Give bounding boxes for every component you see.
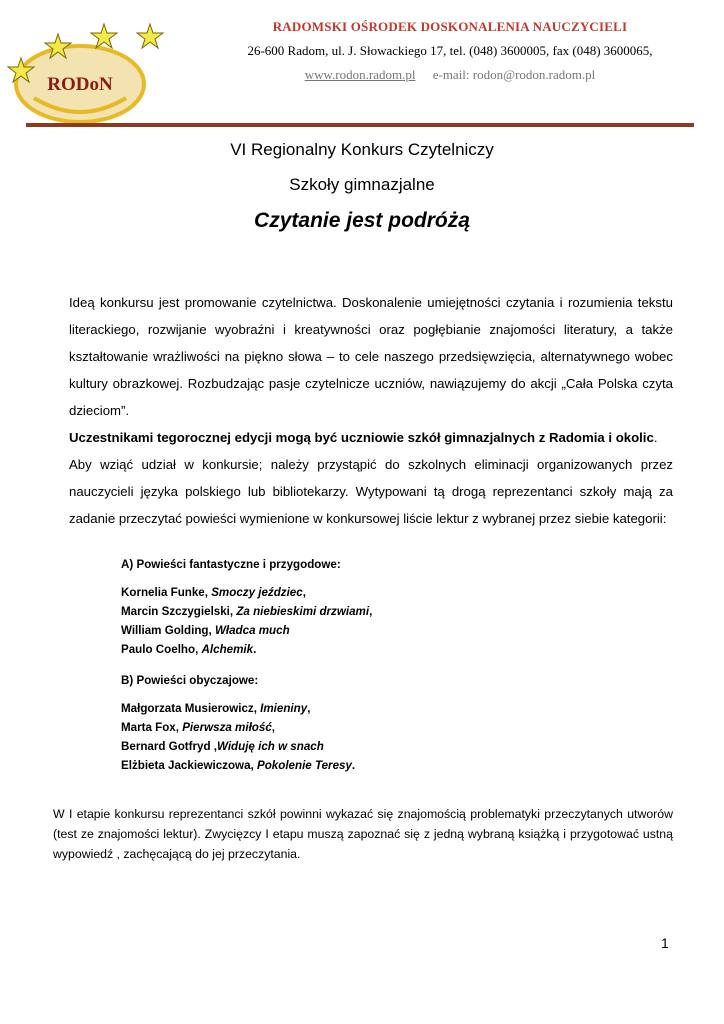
page-number: 1 <box>661 935 669 951</box>
header-divider <box>26 123 694 127</box>
contest-title: VI Regionalny Konkurs Czytelniczy <box>230 140 494 159</box>
instructions-text: Aby wziąć udział w konkursie; należy przystąpić do szkolnych eliminacji organizowanych przez nauczycieli języka polskiego lub bibliotekarzy. Wytypowani tą drogą reprezentanci szkoły mają za zadanie przeczytać powieści wymienione w konkursowej liście lektur z wybranej przez siebie kategorii: <box>69 457 673 526</box>
participants-text: Uczestnikami tegorocznej edycji mogą być uczniowie szkół gimnazjalnych z Radomia i okolic <box>69 430 654 445</box>
book-item: Elżbieta Jackiewiczowa, Pokolenie Teresy. <box>121 759 356 772</box>
book-item: Małgorzata Musierowicz, Imieniny, <box>121 702 311 715</box>
instructions-paragraph <box>69 451 673 532</box>
star-icon <box>137 24 163 48</box>
stage-one-paragraph: W I etapie konkursu reprezentanci szkół powinni wykazać się znajomością problematyki przeczytanych utworów (test ze znajomości lektur). Zwycięzcy I etapu muszą zapoznać się z jedną wybraną książką i przygotować ustną wypowiedź , zachęcającą do jej przeczytania. <box>53 807 673 861</box>
contest-subtitle: Szkoły gimnazjalne <box>289 175 435 194</box>
rodon-logo <box>4 18 176 126</box>
intro-text: Ideą konkursu jest promowanie czytelnictwa. Doskonalenie umiejętności czytania i rozumienia tekstu literackiego, rozwijanie wyobraźni i kreatywności oraz pogłębianie znajomości literatury, a także kształtowanie wrażliwości na piękno słowa – to cele naszego przedsięwzięcia, alternatywnego wobec kultury obrazkowej. Rozbudzając pasje czytelnicze uczniów, nawiązujemy do akcji „Cała Polska czyta dzieciom”. <box>69 295 673 418</box>
website-link[interactable]: www.rodon.radom.pl <box>304 67 416 82</box>
book-item: Paulo Coelho, Alchemik. <box>121 643 257 656</box>
category-b <box>121 674 355 775</box>
category-title: A) Powieści fantastyczne i przygodowe: <box>121 558 341 571</box>
participants-line <box>69 424 673 451</box>
organization-name: RADOMSKI OŚRODEK DOSKONALENIA NAUCZYCIELI <box>272 19 628 34</box>
logo-text: RODoN <box>47 74 113 95</box>
organization-address: 26-600 Radom, ul. J. Słowackiego 17, tel. (048) 3600005, fax (048) 3600065, <box>247 43 653 58</box>
category-title: B) Powieści obyczajowe: <box>121 674 259 687</box>
book-item: Bernard Gotfryd ,Widuję ich w snach <box>121 740 324 753</box>
category-a <box>121 558 372 659</box>
contest-motto: Czytanie jest podróżą <box>254 209 470 232</box>
intro-section <box>69 289 673 532</box>
participants-end: . <box>653 430 658 445</box>
book-item: Marcin Szczygielski, Za niebieskimi drzwiami, <box>121 605 373 618</box>
book-item: Marta Fox, Pierwsza miłość, <box>121 721 276 734</box>
organization-contact <box>190 67 710 83</box>
book-item: William Golding, Władca much <box>121 624 290 637</box>
book-item: Kornelia Funke, Smoczy jeździec, <box>121 586 306 599</box>
intro-paragraph <box>69 289 673 424</box>
star-icon <box>91 24 117 48</box>
email-text: e-mail: rodon@rodon.radom.pl <box>432 67 596 82</box>
